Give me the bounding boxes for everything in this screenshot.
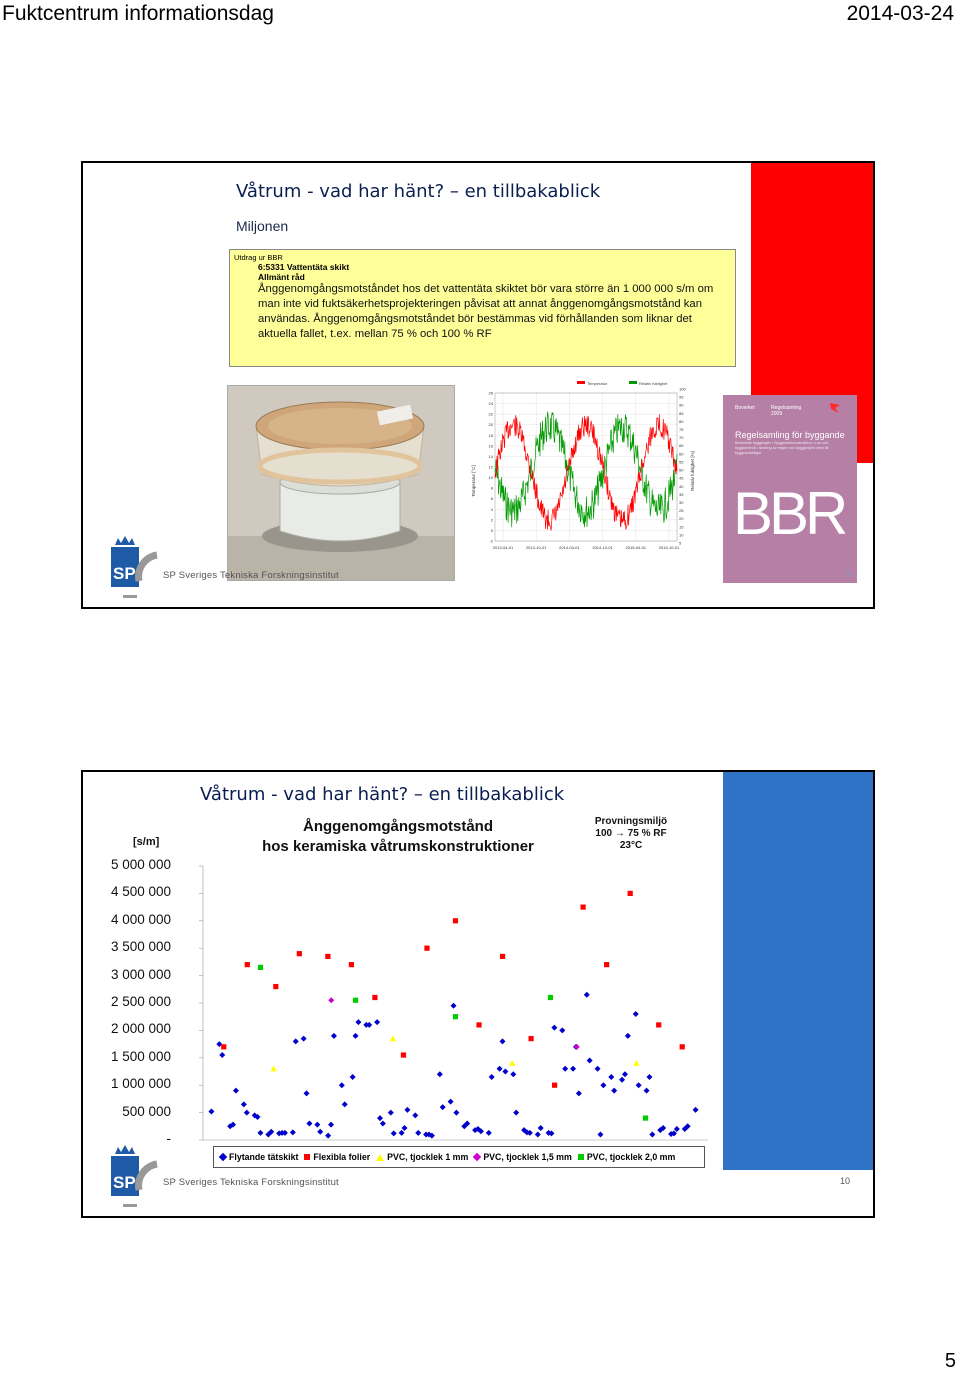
data-point-flytande-t-tskikt	[233, 1088, 239, 1094]
data-point-flytande-t-tskikt	[380, 1121, 386, 1127]
svg-text:Relativ fuktighet: Relativ fuktighet	[639, 381, 668, 386]
bbr-book-cover	[723, 395, 857, 583]
data-point-pvc-tjocklek-1-5-mm	[328, 997, 334, 1003]
chart-legend	[213, 1146, 705, 1168]
diamond-marker-icon	[473, 1153, 481, 1161]
data-point-flytande-t-tskikt	[437, 1071, 443, 1077]
tick-label: 8	[490, 485, 493, 491]
data-point-flytande-t-tskikt	[489, 1074, 495, 1080]
data-point-flytande-t-tskikt	[304, 1090, 310, 1096]
data-point-flytande-t-tskikt	[619, 1077, 625, 1083]
data-point-pvc-tjocklek-1-5-mm	[574, 1044, 580, 1050]
data-point-flytande-t-tskikt	[538, 1125, 544, 1131]
data-point-flytande-t-tskikt	[244, 1110, 250, 1116]
slide-9	[81, 161, 875, 609]
data-point-flytande-t-tskikt	[399, 1130, 405, 1136]
data-point-pvc-tjocklek-2-0-mm	[643, 1115, 648, 1120]
data-point-flytande-t-tskikt	[535, 1132, 541, 1138]
tick-label: 50	[679, 467, 684, 473]
quote-section: 6:5331 Vattentäta skikt	[258, 262, 350, 272]
tick-label: 90	[679, 402, 684, 408]
data-point-flytande-t-tskikt	[644, 1088, 650, 1094]
tick-label: 16	[488, 443, 493, 449]
tick-label: 65	[679, 443, 684, 449]
quote-heading: Allmänt råd	[258, 272, 305, 282]
chart-title-line1: Ånggenomgångsmotstånd	[303, 818, 493, 835]
data-point-flexibla-folier	[500, 954, 505, 959]
y-axis-unit: [s/m]	[133, 836, 160, 848]
chart-title-line2: hos keramiska våtrumskonstruktioner	[262, 838, 534, 855]
document-header-date: 2014-03-24	[846, 2, 954, 25]
test-cup-photo	[227, 385, 455, 581]
organization-name: SP Sveriges Tekniska Forskningsinstitut	[163, 1177, 339, 1188]
legend-label: PVC, tjocklek 2,0 mm	[586, 1152, 676, 1162]
legend-label: PVC, tjocklek 1,5 mm	[483, 1152, 572, 1162]
data-point-pvc-tjocklek-1-mm	[633, 1060, 639, 1066]
tick-label: 6	[490, 496, 493, 502]
svg-text:Temperatur: Temperatur	[587, 381, 608, 386]
y-tick-label: 3 500 000	[110, 939, 171, 955]
conditions-line3: 23°C	[619, 840, 643, 851]
data-point-flytande-t-tskikt	[328, 1122, 334, 1128]
svg-text:SP: SP	[113, 564, 136, 583]
data-point-flytande-t-tskikt	[622, 1071, 628, 1077]
data-point-flexibla-folier	[372, 995, 377, 1000]
tick-label: 100	[679, 386, 686, 392]
data-point-flexibla-folier	[245, 962, 250, 967]
tick-label: 2013-10-01	[525, 545, 547, 550]
tick-label: 18	[488, 432, 493, 438]
y-tick-label: 4 500 000	[110, 884, 171, 900]
square-marker-icon	[578, 1154, 584, 1160]
triangle-marker-icon	[376, 1154, 384, 1161]
tick-label: 12	[488, 464, 493, 470]
y-tick-label: 1 500 000	[110, 1048, 171, 1064]
data-point-flytande-t-tskikt	[611, 1088, 617, 1094]
data-point-flexibla-folier	[297, 951, 302, 956]
quote-body: Ånggenomgångsmotståndet hos det vattentäta skiktet bör vara större än 1 000 000 s/m om man inte vid fuktsäkerhetsprojekteringen påvisat att annat ånggenomgångsmotstånd kan användas. Ånggenomgångsmotståndet bör bestämmas vid förhållanden som liknar det aktuella fallet, t.ex. mellan 75 % och 100 % RF	[258, 283, 714, 340]
tick-label: 95	[679, 394, 684, 400]
data-point-pvc-tjocklek-1-mm	[390, 1035, 396, 1041]
data-point-flytande-t-tskikt	[391, 1130, 397, 1136]
data-point-flytande-t-tskikt	[608, 1074, 614, 1080]
data-point-flytande-t-tskikt	[497, 1066, 503, 1072]
data-point-flexibla-folier	[552, 1083, 557, 1088]
data-point-flexibla-folier	[221, 1044, 226, 1049]
data-point-flexibla-folier	[680, 1044, 685, 1049]
y-tick-label: 500 000	[122, 1103, 171, 1119]
data-point-flytande-t-tskikt	[208, 1109, 214, 1115]
legend-item-flexibla	[304, 1152, 370, 1162]
tick-label: 35	[679, 491, 684, 497]
data-point-flexibla-folier	[581, 905, 586, 910]
svg-text:Temperatur [°C]: Temperatur [°C]	[471, 465, 476, 497]
tick-label: 14	[488, 453, 493, 459]
y-tick-label: 2 000 000	[110, 1021, 171, 1037]
data-point-flexibla-folier	[325, 954, 330, 959]
temperature-humidity-chart	[467, 381, 697, 563]
tick-label: 15	[679, 524, 684, 530]
data-point-flytande-t-tskikt	[499, 1038, 505, 1044]
data-point-flytande-t-tskikt	[636, 1082, 642, 1088]
data-point-flytande-t-tskikt	[257, 1130, 263, 1136]
tick-label: 2014-04-01	[559, 545, 580, 550]
data-point-flytande-t-tskikt	[693, 1107, 699, 1113]
data-point-flexibla-folier	[453, 918, 458, 923]
data-point-flytande-t-tskikt	[587, 1058, 593, 1064]
data-point-flytande-t-tskikt	[513, 1110, 519, 1116]
bbr-cover-big-title: BBR	[733, 480, 845, 547]
tick-label: 60	[679, 451, 684, 457]
data-point-flytande-t-tskikt	[350, 1074, 356, 1080]
data-point-flexibla-folier	[476, 1022, 481, 1027]
tick-label: 10	[679, 532, 684, 538]
data-point-flytande-t-tskikt	[576, 1090, 582, 1096]
legend-label: Flexibla folier	[313, 1152, 371, 1162]
tick-label: 20	[488, 422, 493, 428]
data-point-flexibla-folier	[349, 962, 354, 967]
tick-label: 25	[679, 508, 684, 514]
tick-label: 2013-04-01	[492, 545, 514, 550]
data-point-flytande-t-tskikt	[290, 1129, 296, 1135]
data-point-flytande-t-tskikt	[646, 1074, 652, 1080]
tick-label: 10	[488, 475, 493, 481]
slide-title: Våtrum - vad har hänt? – en tillbakablick	[236, 181, 601, 202]
data-point-flytande-t-tskikt	[595, 1066, 601, 1072]
data-point-flytande-t-tskikt	[584, 992, 590, 998]
legend-item-flytande	[220, 1152, 298, 1162]
tick-label: 22	[488, 411, 493, 417]
data-point-flytande-t-tskikt	[448, 1099, 454, 1105]
data-point-flexibla-folier	[604, 962, 609, 967]
bbr-publisher: Boverket	[735, 405, 755, 411]
diamond-marker-icon	[219, 1153, 227, 1161]
tick-label: 24	[488, 401, 493, 407]
sp-logo	[109, 1144, 165, 1216]
organization-name: SP Sveriges Tekniska Forskningsinstitut	[163, 570, 339, 581]
data-point-flytande-t-tskikt	[674, 1126, 680, 1132]
tick-label: 70	[679, 435, 684, 441]
document-page-number: 5	[944, 1350, 956, 1372]
data-point-flytande-t-tskikt	[353, 1033, 359, 1039]
data-point-flytande-t-tskikt	[339, 1082, 345, 1088]
data-point-flytande-t-tskikt	[453, 1110, 459, 1116]
slide-page-number: 10	[840, 1176, 851, 1186]
svg-text:SP: SP	[113, 1173, 136, 1192]
data-point-flytande-t-tskikt	[559, 1027, 565, 1033]
data-point-flytande-t-tskikt	[377, 1115, 383, 1121]
data-point-flytande-t-tskikt	[649, 1132, 655, 1138]
tick-label: 26	[488, 390, 493, 396]
data-point-flexibla-folier	[424, 946, 429, 951]
data-point-flytande-t-tskikt	[404, 1107, 410, 1113]
data-point-flytande-t-tskikt	[306, 1121, 312, 1127]
data-point-flytande-t-tskikt	[440, 1104, 446, 1110]
data-point-flytande-t-tskikt	[600, 1082, 606, 1088]
tick-label: 2015-10-01	[658, 545, 680, 550]
data-point-flytande-t-tskikt	[219, 1052, 225, 1058]
data-point-flytande-t-tskikt	[597, 1132, 603, 1138]
data-point-flytande-t-tskikt	[301, 1036, 307, 1042]
y-tick-label: 2 500 000	[110, 994, 171, 1009]
data-point-flytande-t-tskikt	[331, 1033, 337, 1039]
tick-label: 5	[679, 540, 682, 546]
boverket-logo-icon	[828, 401, 842, 415]
svg-text:Relativ fuktighet [%]: Relativ fuktighet [%]	[690, 451, 695, 491]
data-point-pvc-tjocklek-1-mm	[509, 1060, 515, 1066]
data-point-flytande-t-tskikt	[415, 1130, 421, 1136]
data-point-flytande-t-tskikt	[402, 1125, 408, 1131]
sp-logo	[109, 535, 165, 607]
data-point-pvc-tjocklek-2-0-mm	[258, 965, 263, 970]
tick-label: -2	[489, 538, 493, 544]
tick-label: 4	[490, 506, 493, 512]
data-point-flytande-t-tskikt	[325, 1133, 331, 1139]
data-point-flytande-t-tskikt	[388, 1110, 394, 1116]
y-tick-label: -	[166, 1131, 171, 1146]
tick-label: 2	[490, 517, 493, 523]
data-point-flexibla-folier	[528, 1036, 533, 1041]
data-point-flexibla-folier	[401, 1052, 406, 1057]
data-point-flytande-t-tskikt	[633, 1011, 639, 1017]
data-point-pvc-tjocklek-2-0-mm	[548, 995, 553, 1000]
data-point-flytande-t-tskikt	[374, 1019, 380, 1025]
data-point-flytande-t-tskikt	[510, 1071, 516, 1077]
data-point-pvc-tjocklek-2-0-mm	[453, 1014, 458, 1019]
bbr-cover-title: Regelsamling för byggande	[735, 430, 845, 440]
slide-10	[81, 770, 875, 1218]
data-point-flytande-t-tskikt	[502, 1069, 508, 1075]
legend-label: PVC, tjocklek 1 mm	[387, 1152, 469, 1162]
y-tick-label: 3 000 000	[110, 966, 171, 982]
tick-label: 40	[679, 483, 684, 489]
y-tick-label: 4 000 000	[110, 911, 171, 927]
conditions-line1: Provningsmiljö	[594, 816, 668, 827]
tick-label: 75	[679, 427, 684, 433]
data-point-flytande-t-tskikt	[355, 1019, 361, 1025]
tick-label: 85	[679, 410, 684, 416]
data-point-flytande-t-tskikt	[293, 1038, 299, 1044]
legend-label: Flytande tätskikt	[229, 1152, 299, 1162]
data-point-flytande-t-tskikt	[451, 1003, 457, 1009]
data-point-flytande-t-tskikt	[562, 1066, 568, 1072]
legend-item-pvc15	[474, 1152, 572, 1162]
bbr-series: Regelsamling 2009	[771, 405, 802, 417]
bbr-quote-box	[229, 249, 736, 367]
tick-label: 30	[679, 499, 684, 505]
slide-page-number: 9	[846, 569, 852, 579]
data-point-flexibla-folier	[656, 1022, 661, 1027]
tick-label: 2014-10-01	[592, 545, 613, 550]
data-point-flexibla-folier	[273, 984, 278, 989]
tick-label: 55	[679, 459, 684, 465]
y-tick-label: 1 000 000	[110, 1076, 171, 1092]
data-point-flytande-t-tskikt	[570, 1066, 576, 1072]
data-point-flytande-t-tskikt	[241, 1101, 247, 1107]
tick-label: 20	[679, 516, 684, 522]
slide-subtitle: Miljonen	[236, 218, 289, 234]
legend-item-pvc20	[578, 1152, 676, 1162]
data-point-flexibla-folier	[628, 891, 633, 896]
data-point-flytande-t-tskikt	[317, 1129, 323, 1135]
data-point-flytande-t-tskikt	[412, 1112, 418, 1118]
quote-source: Utdrag ur BBR	[234, 253, 283, 262]
conditions-line2: 100 → 75 % RF	[595, 828, 667, 839]
tick-label: 80	[679, 418, 684, 424]
square-marker-icon	[304, 1154, 310, 1160]
document-header-title: Fuktcentrum informationsdag	[2, 2, 274, 25]
data-point-flytande-t-tskikt	[342, 1101, 348, 1107]
tick-label: 2015-04-01	[625, 545, 647, 550]
data-point-pvc-tjocklek-1-mm	[270, 1065, 276, 1071]
data-point-flytande-t-tskikt	[314, 1122, 320, 1128]
data-point-flytande-t-tskikt	[486, 1130, 492, 1136]
tick-label: 45	[679, 475, 684, 481]
slide-title: Våtrum - vad har hänt? – en tillbakablick	[200, 784, 565, 805]
data-point-flytande-t-tskikt	[625, 1033, 631, 1039]
bbr-cover-lines: Boverkets byggregler • Byggnadskonstruktion • Lov och byggkontroll • ändring av regler och byggprojekt med till byggnadsfrågor	[735, 441, 829, 455]
data-point-pvc-tjocklek-2-0-mm	[353, 998, 358, 1003]
y-tick-label: 5 000 000	[110, 857, 171, 872]
legend-item-pvc1	[376, 1152, 468, 1162]
data-point-flytande-t-tskikt	[551, 1025, 557, 1031]
tick-label: 0	[490, 527, 493, 533]
